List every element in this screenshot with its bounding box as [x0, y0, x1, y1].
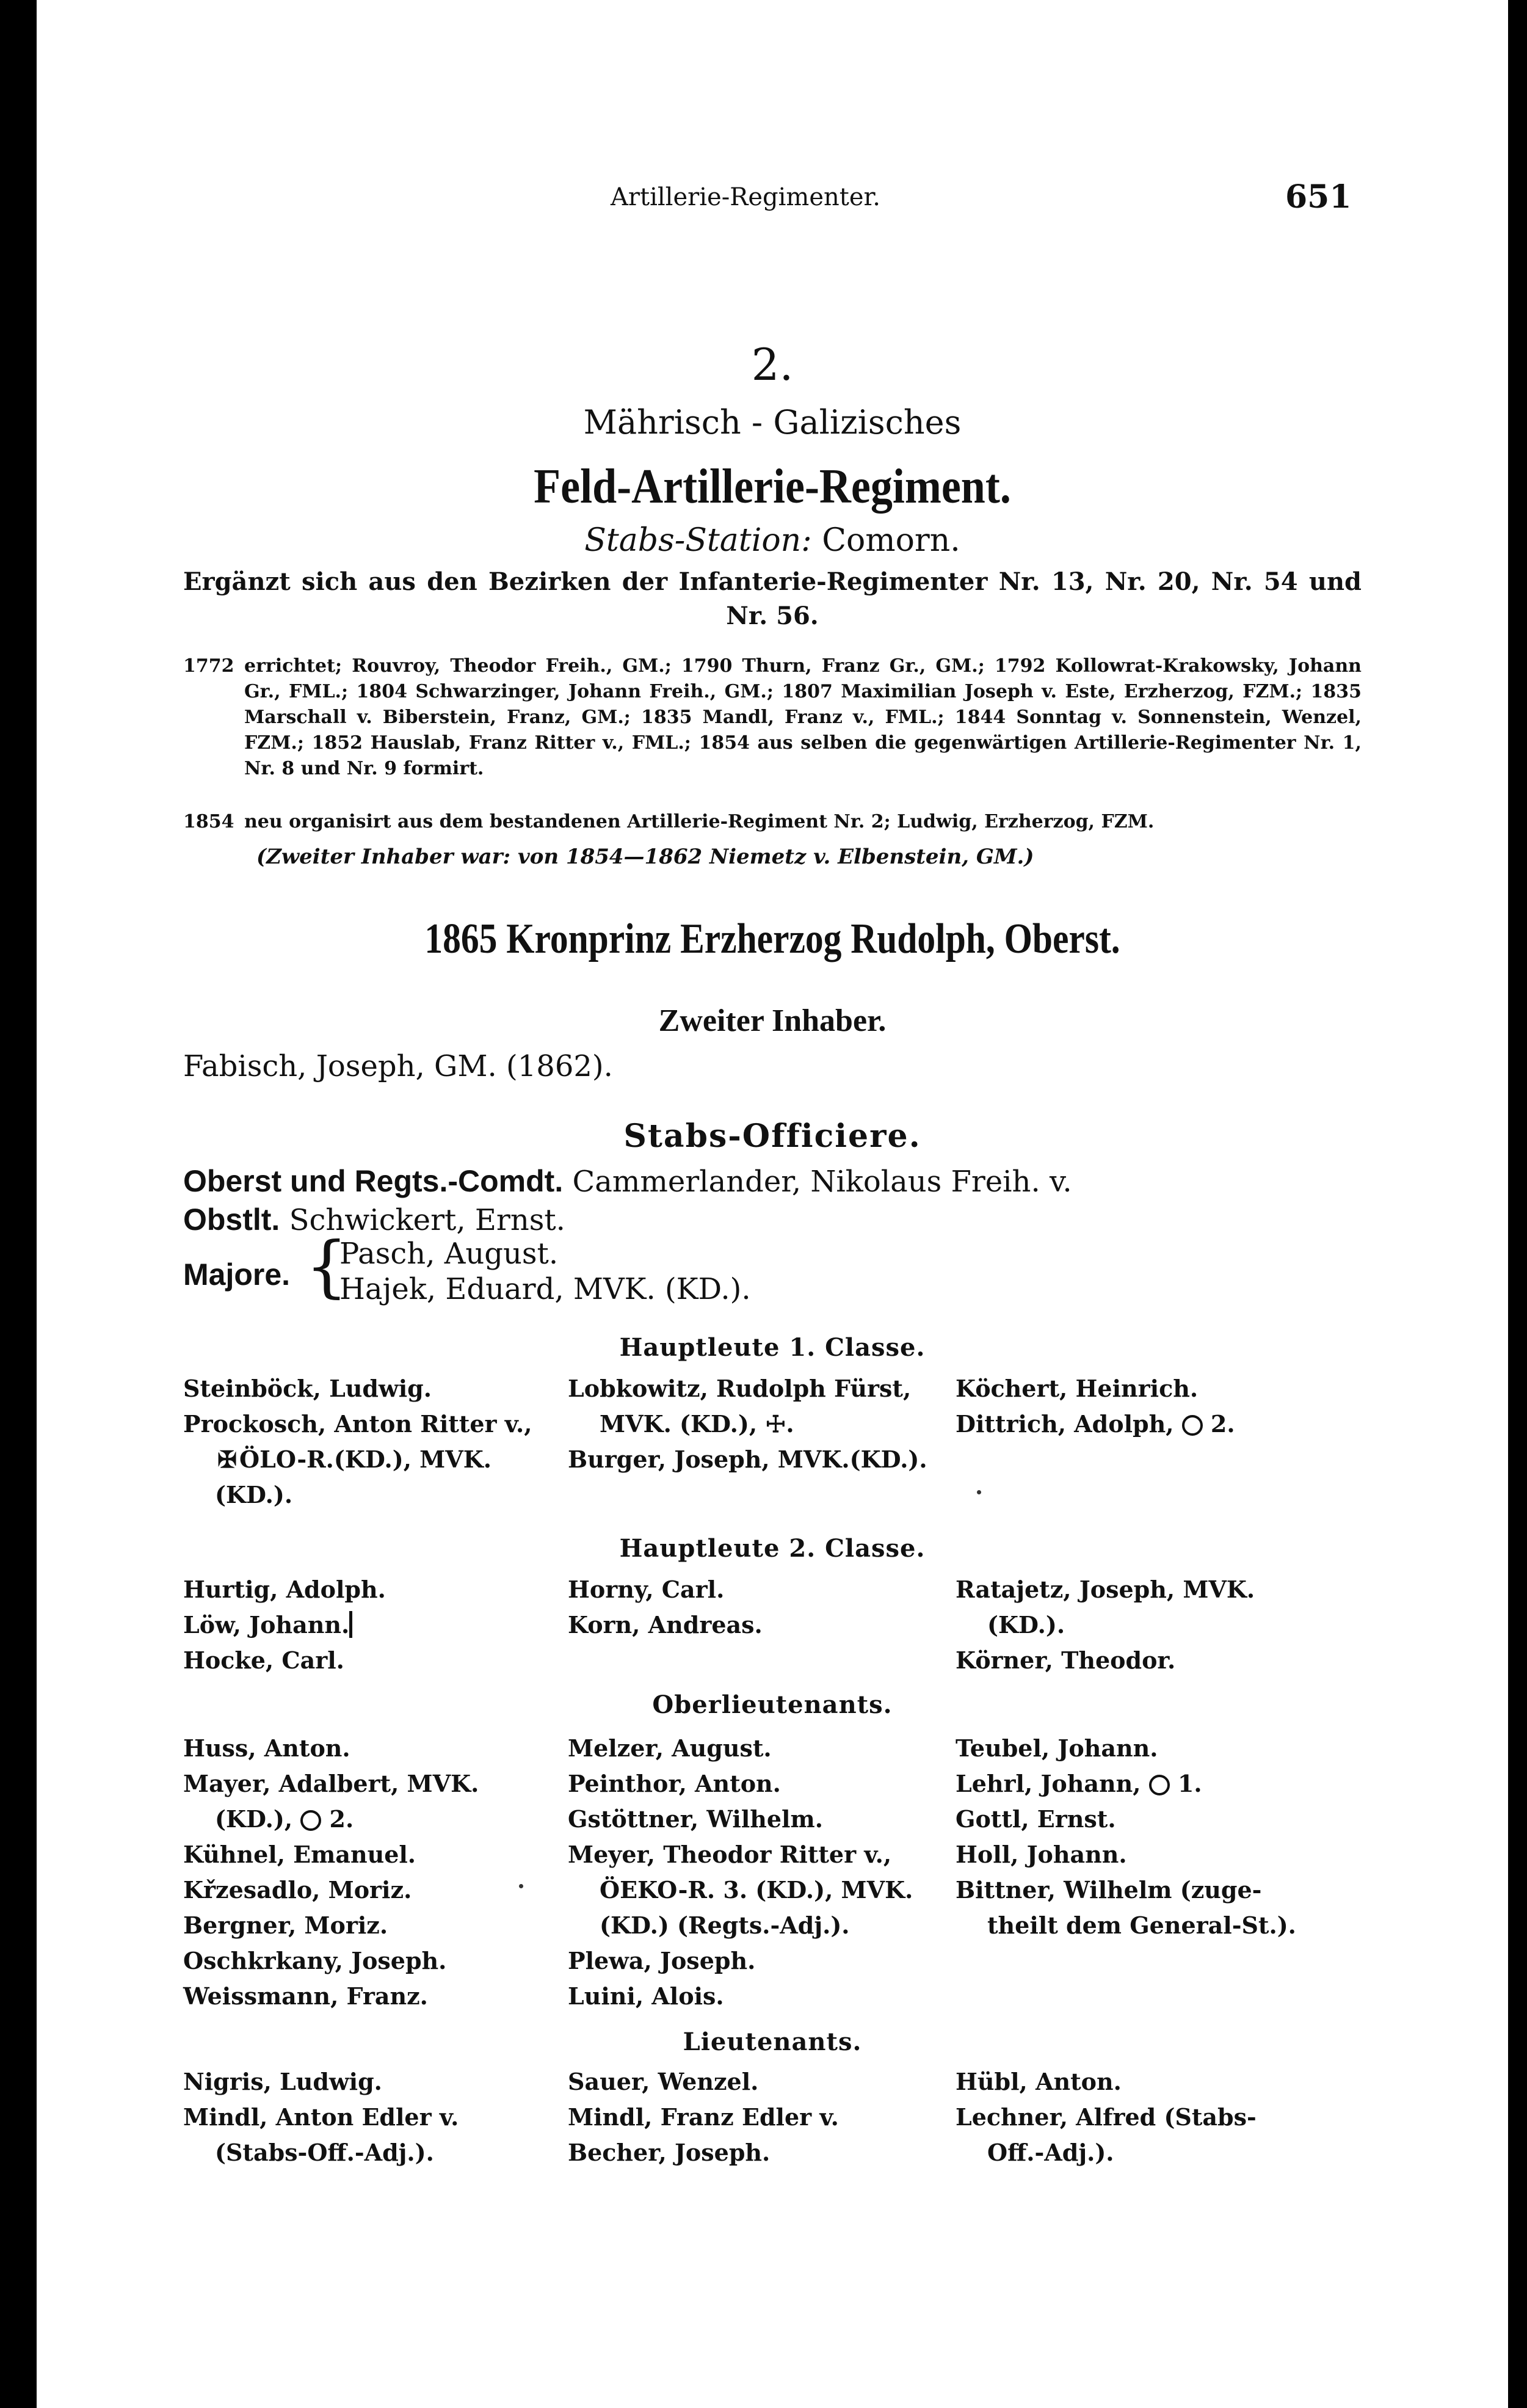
circle-icon	[1182, 1415, 1203, 1436]
first-lieutenants-heading: Oberlieutenants.	[652, 1690, 893, 1719]
list-item: Hübl, Anton.	[956, 2068, 1122, 2095]
brace-symbol: {	[305, 1227, 348, 1305]
history-entry	[183, 809, 1362, 835]
list-item: Mindl, Anton Edler v.	[183, 2103, 459, 2131]
station-line	[37, 522, 1508, 559]
list-item: Prockosch, Anton Ritter v.,	[183, 1410, 532, 1438]
list-item: Kühnel, Emanuel.	[183, 1841, 416, 1868]
history-year: 1854	[183, 811, 234, 832]
captains2-col1	[183, 1572, 550, 1678]
captains-first-class-heading: Hauptleute 1. Classe.	[619, 1333, 926, 1362]
list-item: Steinböck, Ludwig.	[183, 1375, 432, 1402]
history-year: 1772	[183, 655, 234, 677]
regiment-number: 2.	[751, 339, 794, 390]
list-item: Gottl, Ernst.	[956, 1805, 1116, 1833]
second-owner-note: (Zweiter Inhaber war: von 1854—1862 Niemetz v. Elbenstein, GM.)	[256, 845, 1034, 869]
majors-label: Majore.	[183, 1257, 291, 1292]
regiment-title: Feld-Artillerie-Regiment.	[534, 460, 1011, 514]
circle-icon	[300, 1810, 321, 1831]
list-item: (KD.).	[987, 1611, 1065, 1639]
list-item: Hocke, Carl.	[183, 1646, 344, 1674]
list-item: Körner, Theodor.	[956, 1646, 1176, 1674]
captains-second-class-heading: Hauptleute 2. Classe.	[619, 1534, 926, 1563]
list-item: Teubel, Johann.	[956, 1734, 1158, 1762]
list-item: Mayer, Adalbert, MVK.	[183, 1770, 479, 1797]
page-number: 651	[1285, 178, 1352, 216]
list-item: Löw, Johann.	[183, 1607, 550, 1643]
list-item: Bergner, Moriz.	[183, 1911, 388, 1939]
colonel-name: Cammerlander, Nikolaus Freih. v.	[572, 1165, 1072, 1199]
list-item: Köchert, Heinrich.	[956, 1375, 1199, 1402]
list-item: Melzer, August.	[568, 1734, 772, 1762]
list-item: ✠ ÖLO-R.(KD.), MVK.	[183, 1442, 550, 1477]
print-mark	[349, 1611, 352, 1638]
lt-col3	[956, 2064, 1358, 2170]
list-item: Huss, Anton.	[183, 1734, 350, 1762]
colonel-rank: Oberst und Regts.-Comdt.	[183, 1164, 564, 1198]
list-item: Peinthor, Anton.	[568, 1770, 781, 1797]
regiment-subtitle: Mährisch - Galizisches	[583, 403, 962, 442]
list-item: Plewa, Joseph.	[568, 1947, 756, 1974]
history-text: errichtet; Rouvroy, Theodor Freih., GM.; 1790 Thurn, Franz Gr., GM.; 1792 Kollowrat-Krakowsky, Johann Gr., FML.; 1804 Schwarzinger, Johann Freih., GM.; 1807 Maximilian Joseph v. Este, Erzherzog, FZM.; 1835 Marschall v. Biberstein, Franz, GM.; 1835 Mandl, Franz v., FML.; 1844 Sonntag v. Sonnenstein, Wenzel, FZM.; 1852 Hauslab, Franz Ritter v., FML.; 1854 aus selben die gegenwärtigen Artillerie-Regimenter Nr. 1, Nr. 8 und Nr. 9 formirt.	[244, 655, 1362, 779]
oberlt-col1	[183, 1731, 550, 2014]
list-item: Burger, Joseph, MVK.(KD.).	[568, 1446, 927, 1473]
list-item: Korn, Andreas.	[568, 1611, 763, 1639]
list-item: Holl, Johann.	[956, 1841, 1127, 1868]
decoration-icon: ☩	[765, 1410, 786, 1438]
list-item: Křzesadlo, Moriz.	[183, 1876, 412, 1904]
captains1-col3	[956, 1371, 1358, 1442]
oberlt-col2	[568, 1731, 940, 2014]
list-item: Ratajetz, Joseph, MVK.	[956, 1576, 1255, 1603]
history-entry	[183, 653, 1362, 782]
history-text: neu organisirt aus dem bestandenen Artillerie-Regiment Nr. 2; Ludwig, Erzherzog, FZM.	[244, 811, 1155, 832]
list-item: Lobkowitz, Rudolph Fürst,	[568, 1375, 912, 1402]
colonel-line	[183, 1163, 1072, 1199]
list-item: Lechner, Alfred (Stabs-	[956, 2103, 1257, 2131]
captains2-col3	[956, 1572, 1358, 1678]
list-item: Weissmann, Franz.	[183, 1982, 428, 2010]
captains1-col2	[568, 1371, 940, 1477]
recruitment-text: Ergänzt sich aus den Bezirken der Infanterie-Regimenter Nr. 13, Nr. 20, Nr. 54 und Nr. 56.	[183, 567, 1362, 630]
print-speck	[519, 1884, 523, 1888]
print-speck	[977, 1490, 981, 1494]
list-item: Lehrl, Johann, 1.	[956, 1770, 1202, 1797]
list-item: Luini, Alois.	[568, 1982, 724, 2010]
lt-col2	[568, 2064, 940, 2170]
list-item: (KD.) (Regts.-Adj.).	[600, 1911, 850, 1939]
second-owner-heading: Zweiter Inhaber.	[658, 1003, 887, 1038]
list-item: Sauer, Wenzel.	[568, 2068, 759, 2095]
list-item: MVK. (KD.), ☩.	[600, 1410, 794, 1438]
lt-colonel-rank: Obstlt.	[183, 1202, 280, 1237]
list-item: (Stabs-Off.-Adj.).	[215, 2139, 434, 2166]
lt-colonel-line	[183, 1202, 565, 1237]
list-item: Mindl, Franz Edler v.	[568, 2103, 839, 2131]
list-item: (KD.), 2.	[215, 1805, 354, 1833]
list-item: theilt dem General-St.).	[987, 1911, 1296, 1939]
lt-col1	[183, 2064, 550, 2170]
cross-icon: ✠	[217, 1446, 237, 1473]
major-name: Hajek, Eduard, MVK. (KD.).	[339, 1272, 751, 1306]
staff-officers-heading: Stabs-Officiere.	[623, 1118, 921, 1155]
list-item: Hurtig, Adolph.	[183, 1576, 386, 1603]
second-owner-name: Fabisch, Joseph, GM. (1862).	[183, 1049, 613, 1083]
captains2-col2	[568, 1572, 940, 1643]
owner-heading: 1865 Kronprinz Erzherzog Rudolph, Oberst.	[424, 915, 1120, 962]
lt-colonel-name: Schwickert, Ernst.	[289, 1203, 565, 1237]
list-item: Nigris, Ludwig.	[183, 2068, 382, 2095]
station-label: Stabs-Station:	[584, 522, 812, 559]
station-value: Comorn.	[822, 522, 960, 559]
major-name: Pasch, August.	[339, 1237, 559, 1271]
captains1-col1	[183, 1371, 550, 1513]
list-item: Off.-Adj.).	[987, 2139, 1114, 2166]
list-item: (KD.).	[215, 1481, 293, 1508]
list-item: Gstöttner, Wilhelm.	[568, 1805, 823, 1833]
list-item: Bittner, Wilhelm (zuge-	[956, 1876, 1262, 1904]
list-item: Oschkrkany, Joseph.	[183, 1947, 447, 1974]
list-item: Dittrich, Adolph, 2.	[956, 1410, 1235, 1438]
list-item: Becher, Joseph.	[568, 2139, 771, 2166]
list-item: Meyer, Theodor Ritter v.,	[568, 1841, 892, 1868]
oberlt-col3	[956, 1731, 1358, 1943]
lieutenants-heading: Lieutenants.	[683, 2028, 862, 2056]
list-item: ÖEKO-R. 3. (KD.), MVK.	[600, 1876, 913, 1904]
page	[37, 0, 1508, 2408]
list-item: Horny, Carl.	[568, 1576, 725, 1603]
circle-icon	[1149, 1775, 1170, 1795]
running-header: Artillerie-Regimenter.	[611, 183, 880, 211]
